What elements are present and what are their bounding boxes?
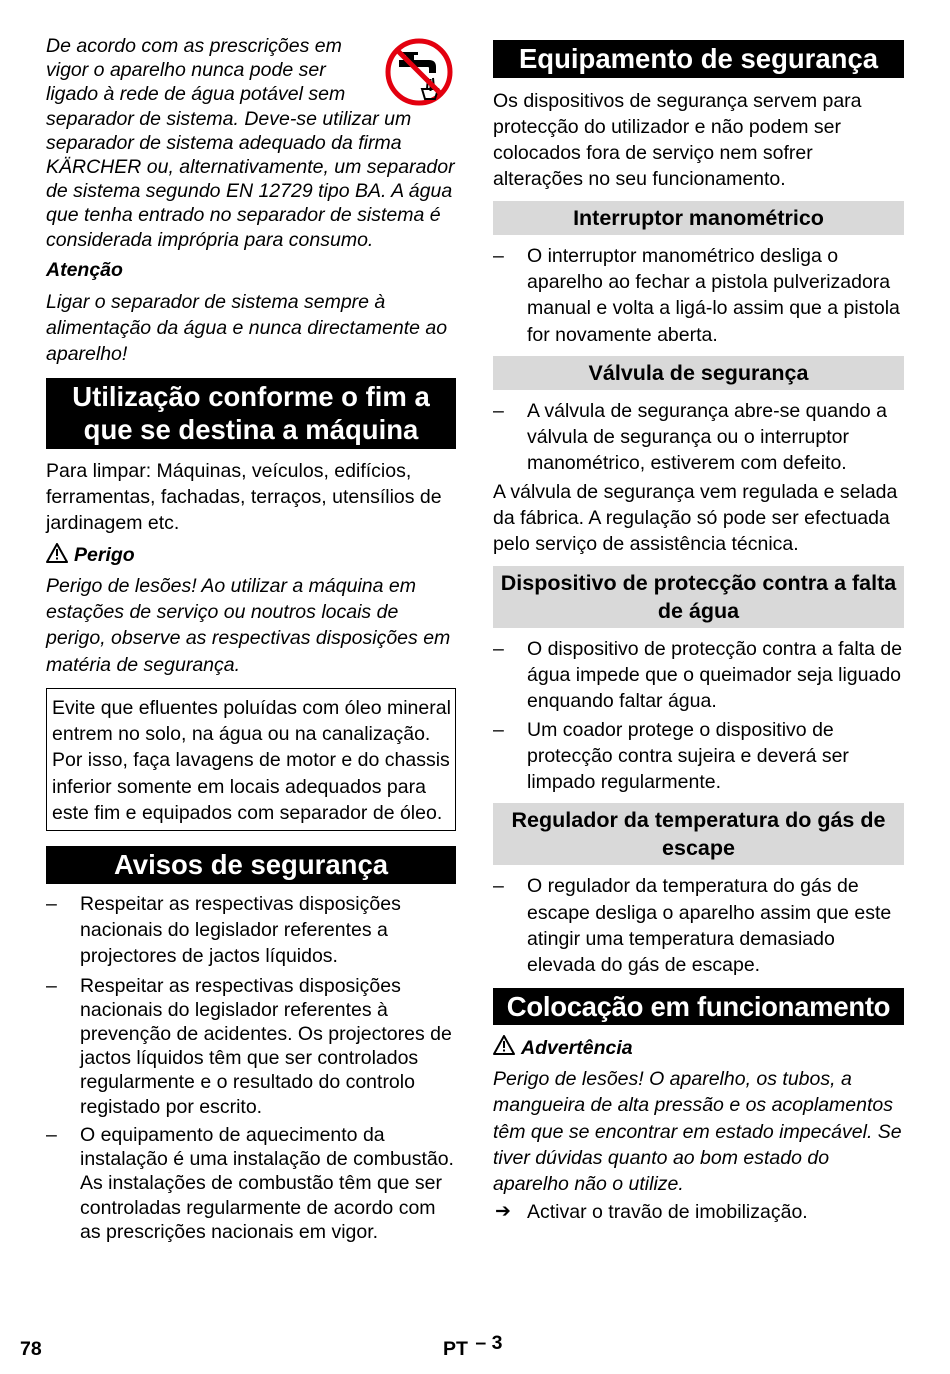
list-item: – O regulador da temperatura do gás de escape desliga o aparelho assim que este atingir uma temperatura demasiado elevada do gás de escape. xyxy=(493,875,892,977)
safety-valve-text: A válvula de segurança vem regulada e selada da fábrica. A regulação só pode ser efectuada pelo serviço de assistência técnica. xyxy=(493,480,898,556)
dash-bullet: – xyxy=(493,244,504,267)
section-title-start-up: Colocação em funcionamento xyxy=(493,988,904,1026)
right-column xyxy=(493,40,904,1225)
subsection-pressure-switch: Interruptor manométrico xyxy=(493,201,904,235)
left-column xyxy=(46,34,456,1244)
section-title-intended-use: Utilização conforme o fim a que se destina a máquina xyxy=(46,378,456,449)
dash-bullet: – xyxy=(46,1123,57,1146)
attention-text: Ligar o separador de sistema sempre à alimentação da água e nunca directamente ao aparelho! xyxy=(46,290,448,366)
warning-triangle-icon xyxy=(46,543,68,568)
dash-bullet: – xyxy=(46,974,57,997)
warning-heading xyxy=(493,1035,904,1060)
section-title-safety-equipment: Equipamento de segurança xyxy=(493,40,904,78)
list-item: – O dispositivo de protecção contra a falta de água impede que o queimador seja liguado enquando faltar água. xyxy=(493,637,903,713)
dash-bullet: – xyxy=(493,637,504,660)
arrow-right-icon: ➔ xyxy=(495,1200,511,1222)
subsection-exhaust-temperature-regulator: Regulador da temperatura do gás de escape xyxy=(493,803,904,865)
action-text: Activar o travão de imobilização. xyxy=(527,1200,808,1223)
list-item: – O interruptor manométrico desliga o aparelho ao fechar a pistola pulverizadora manual e volta a ligá-lo assim que a pistola for novamente aberta. xyxy=(493,244,900,346)
warning-text: Perigo de lesões! O aparelho, os tubos, a mangueira de alta pressão e os acoplamentos têm que se encontrar em estado impecável. Se tiver dúvidas quanto ao bom estado do aparelho não o utilize. xyxy=(493,1068,902,1196)
dash-bullet: – xyxy=(46,892,57,915)
danger-label: Perigo xyxy=(74,544,135,567)
list-item: – A válvula de segurança abre-se quando a válvula de segurança ou o interruptor manométrico, estiverem com defeito. xyxy=(493,399,887,475)
dash-bullet: – xyxy=(493,875,504,898)
safety-equipment-text: Os dispositivos de segurança servem para protecção do utilizador e não podem ser colocados fora de serviço nem sofrer alterações no seu funcionamento. xyxy=(493,89,862,191)
warning-triangle-icon xyxy=(493,1035,515,1060)
environment-notice-box: Evite que efluentes poluídas com óleo mineral entrem no solo, na água ou na canalização. Por isso, faça lavagens de motor e do chassis inferior somente em locais adequados para este fim e equipados com separador de óleo. xyxy=(46,688,456,831)
attention-label: Atenção xyxy=(46,258,123,281)
page-language-indicator: PT – 3 xyxy=(443,1332,503,1360)
action-step xyxy=(493,1199,904,1225)
list-item: – Um coador protege o dispositivo de protecção contra sujeira e deverá ser limpado regularmente. xyxy=(493,718,849,794)
section-title-safety-notes: Avisos de segurança xyxy=(46,846,456,884)
danger-heading xyxy=(46,543,456,568)
list-item: – O equipamento de aquecimento da instalação é uma instalação de combustão. As instalações de combustão têm que ser controladas regularmente de acordo com as prescrições nacionais em vigor. xyxy=(46,1123,454,1243)
dash-bullet: – xyxy=(493,399,504,422)
subsection-safety-valve: Válvula de segurança xyxy=(493,356,904,390)
subsection-water-shortage-protection: Dispositivo de protecção contra a falta de água xyxy=(493,566,904,628)
list-item: – Respeitar as respectivas disposições nacionais do legislador referentes à prevenção de acidentes. Os projectores de jactos líquidos têm que ser controlados regularmente e o resultado do controlo registado por escrito. xyxy=(46,974,452,1118)
danger-text: Perigo de lesões! Ao utilizar a máquina em estações de serviço ou noutros locais de perigo, observe as respectivas disposições em matéria de segurança. xyxy=(46,574,451,676)
no-drinking-water-tap-icon xyxy=(384,37,454,107)
dash-bullet: – xyxy=(493,718,504,741)
intro-paragraph: De acordo com as prescrições em vigor o aparelho nunca pode ser ligado à rede de água potável sem separador de sistema. Deve-se utilizar um separador de sistema adequado da firma KÄRCHER ou, alternativamente, um separador de sistema segundo EN 12729 tipo BA. A água que tenha entrado no separador de sistema é considerada imprópria para consumo. xyxy=(46,35,455,251)
warning-label: Advertência xyxy=(521,1036,633,1059)
safety-notes-list xyxy=(46,891,456,1244)
page-number: 78 xyxy=(20,1338,42,1360)
intended-use-text: Para limpar: Máquinas, veículos, edifícios, ferramentas, fachadas, terraços, utensílios de jardinagem etc. xyxy=(46,459,442,535)
intro-block xyxy=(46,34,456,252)
list-item: – Respeitar as respectivas disposições nacionais do legislador referentes a projectores de jactos líquidos. xyxy=(46,892,401,968)
